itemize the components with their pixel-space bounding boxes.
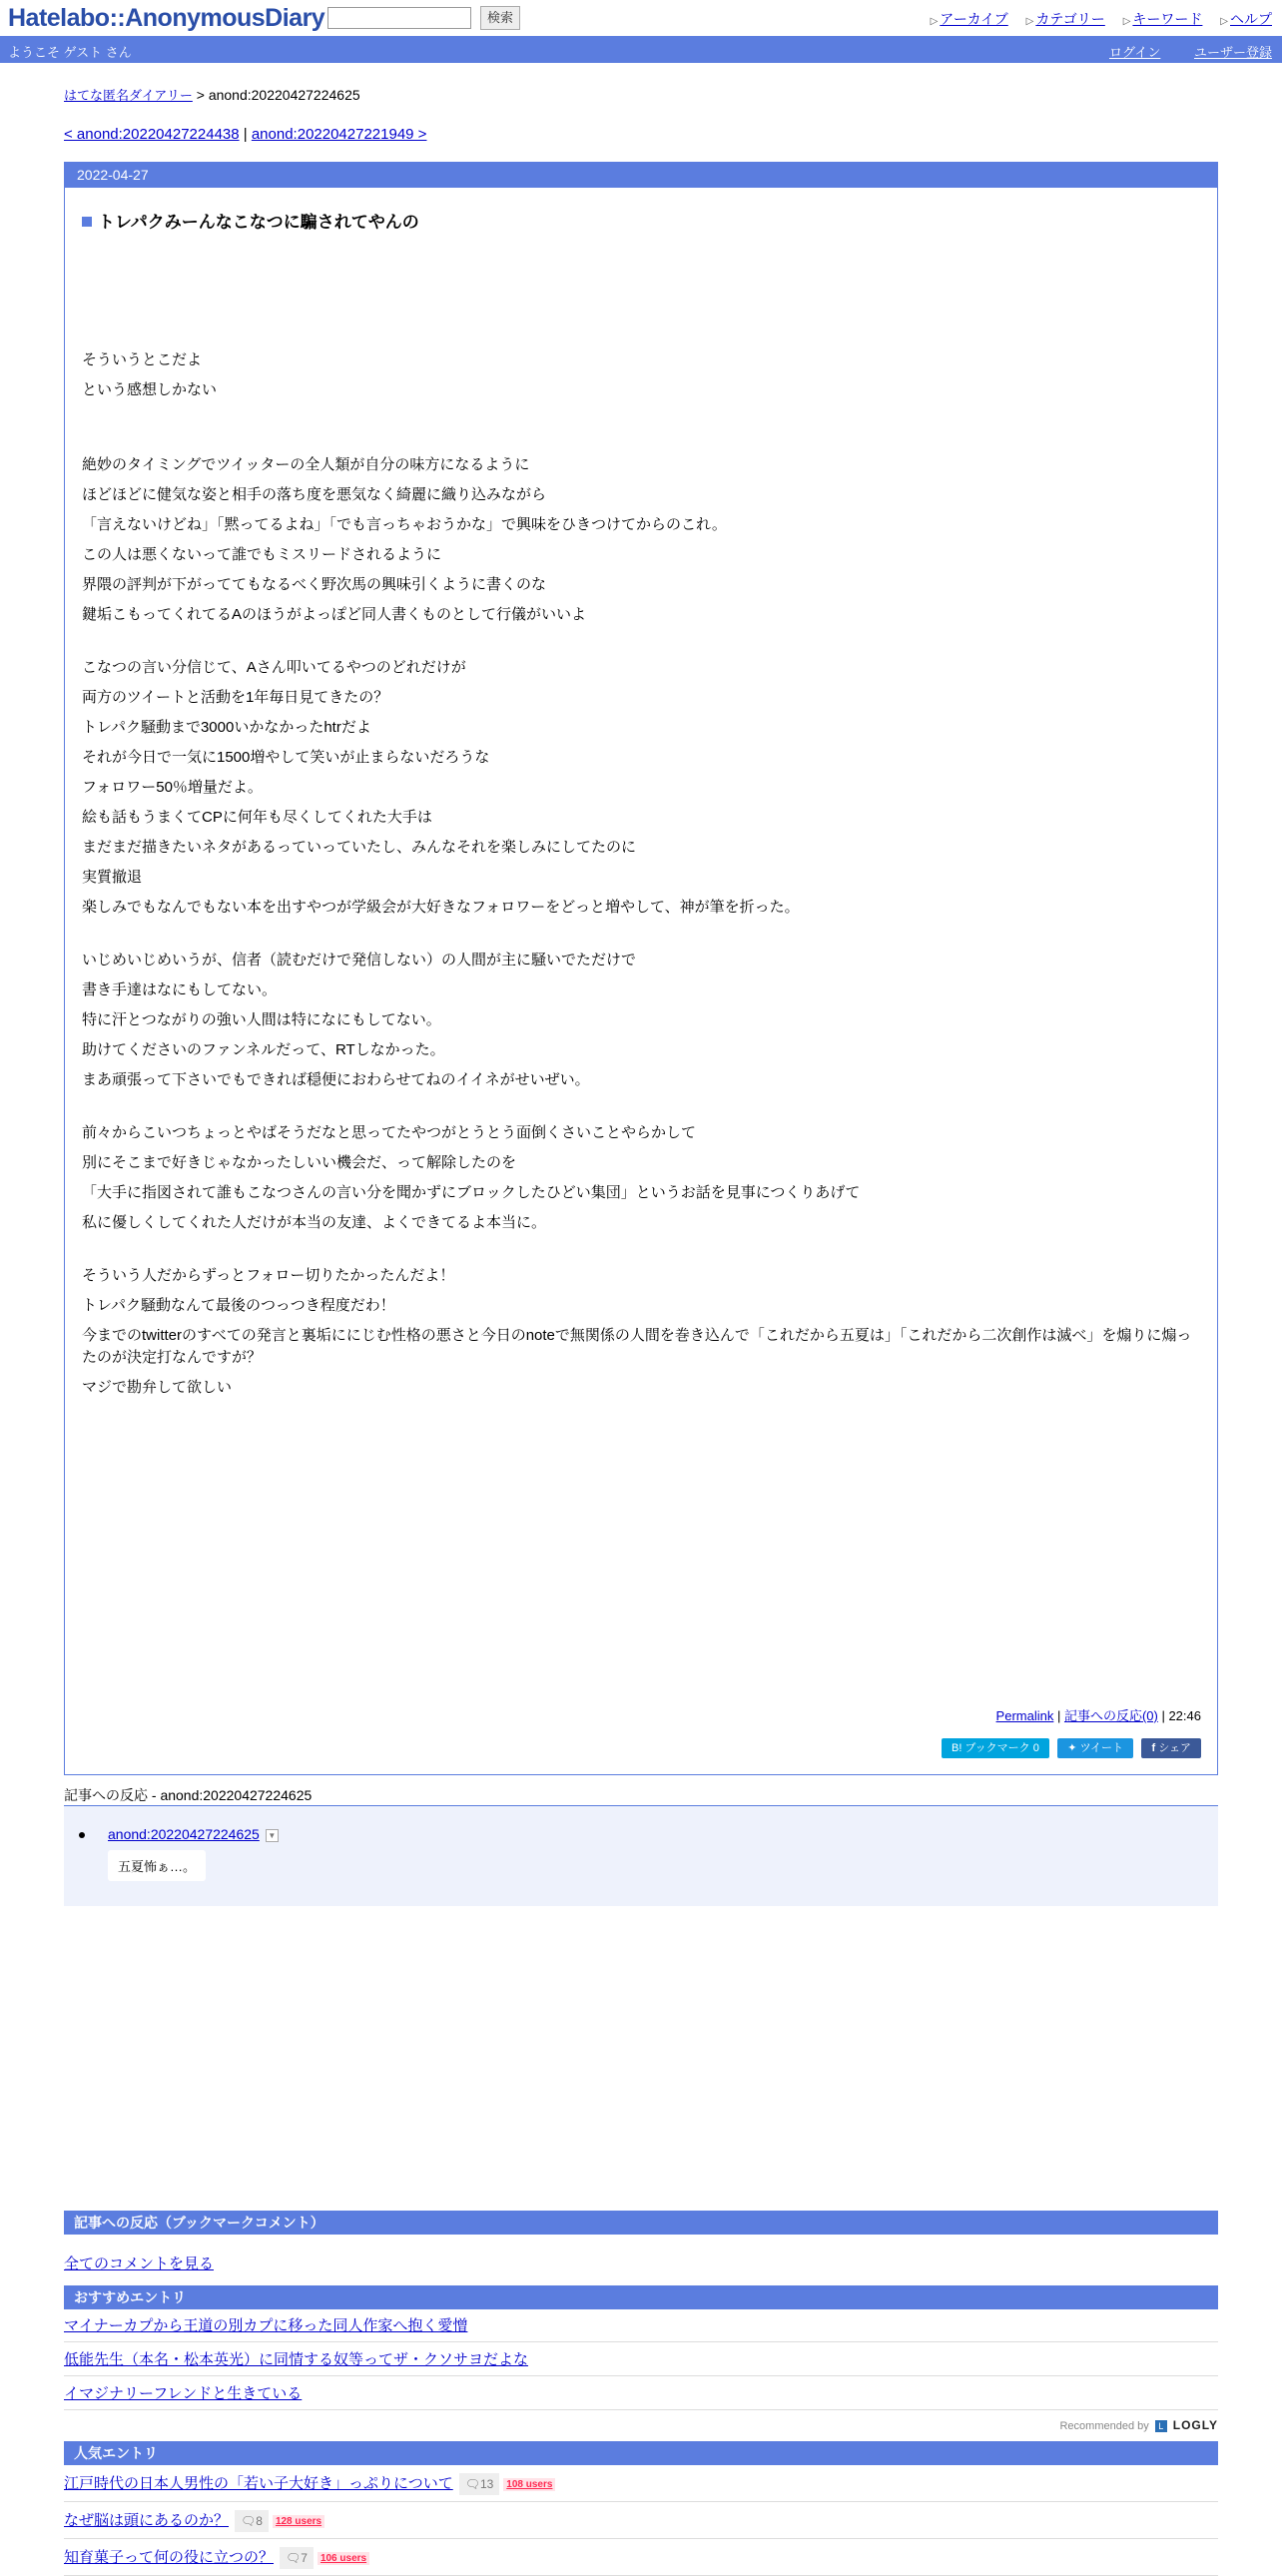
body-line: 界隈の評判が下がっててもなるべく野次馬の興味引くように書くのな [82, 576, 547, 593]
bullet-icon [79, 1832, 85, 1838]
top-header [0, 0, 1282, 36]
breadcrumb-home[interactable]: はてな匿名ダイアリー [64, 88, 193, 103]
chevron-down-icon[interactable]: ▼ [266, 1829, 279, 1842]
pager-separator: | [239, 126, 252, 143]
share-buttons [938, 1738, 1201, 1758]
comment-count-value: 13 [479, 2477, 494, 2492]
body-line: この人は悪くないって誰でもミスリードされるように [82, 546, 442, 563]
entry-body [82, 345, 1200, 1426]
paragraph [82, 1118, 1200, 1238]
twitter-bird-icon: ✦ [1067, 1742, 1080, 1754]
body-line: こなつの言い分信じて、Aさん叩いてるやつのどれだけが [82, 659, 466, 676]
reactions-list [64, 1805, 1218, 1906]
recommended-entry-link[interactable]: マイナーカプから王道の別カプに移った同人作家へ抱く愛憎 [64, 2317, 468, 2334]
comment-count[interactable] [459, 2473, 500, 2495]
facebook-share-label: シェア [1158, 1742, 1191, 1754]
body-line: 特に汗とつながりの強い人間は特になにもしてない。 [82, 1011, 441, 1028]
recommended-entry-link[interactable]: 低能先生（本名・松本英光）に同情する奴等ってザ・クソサヨだよな [64, 2351, 529, 2368]
comment-count-value: 7 [301, 2551, 308, 2566]
entry-pager [64, 126, 1218, 143]
entry-time: 22:46 [1168, 1708, 1201, 1723]
users-badge[interactable]: 128 users [273, 2515, 324, 2528]
logly-logo[interactable]: LOGLY [1172, 2418, 1218, 2432]
list-item [64, 2502, 1218, 2539]
comment-bubble-icon: 🗨 [464, 2477, 480, 2492]
recommended-entry-link[interactable]: イマジナリーフレンドと生きている [64, 2385, 303, 2402]
body-line: 「大手に指図されて誰もこなつさんの言い分を聞かずにブロックしたひどい集団」というお話を見事につくりあげて [82, 1184, 861, 1201]
popular-entry-link[interactable]: 江戸時代の日本人男性の「若い子大好き」っぷりについて [64, 2475, 453, 2492]
body-line: 私に優しくしてくれた人だけが本当の友達、よくできてるよ本当に。 [82, 1214, 547, 1231]
body-line: 今までのtwitterのすべての発言と裏垢ににじむ性格の悪さと今日のnoteで無関係の人間を巻き込んで「これだから五夏は」「これだから二次創作は滅べ」を煽りに煽ったのが決定打なんですが？ [82, 1327, 1192, 1366]
top-nav [931, 9, 1272, 29]
all-comments-row [64, 2253, 214, 2273]
list-item [64, 2465, 1218, 2502]
comment-count[interactable] [235, 2510, 269, 2532]
nav-arrow-icon: ▷ [1025, 16, 1034, 27]
body-line: それが今日で一気に1500増やして笑いが止まらないだろうな [82, 749, 490, 766]
list-item [64, 2343, 1218, 2376]
body-line: 絶妙のタイミングでツイッターの全人類が自分の味方になるように [82, 456, 530, 473]
popular-heading: 人気エントリ [64, 2441, 1218, 2465]
body-line: 楽しみでもなんでもない本を出すやつが学級会が大好きなフォロワーをどっと増やして、神が筆を折った。 [82, 899, 800, 916]
nav-arrow-icon: ▷ [1220, 16, 1228, 27]
body-line: 鍵垢こもってくれてるAのほうがよっぽど同人書くものとして行儀がいいよ [82, 606, 587, 623]
next-entry-link[interactable]: anond:20220427221949 > [251, 126, 427, 143]
search-button[interactable]: 検索 [480, 6, 520, 30]
day-section [64, 162, 1218, 1775]
body-line: まあ頑張って下さいでもできれば穏便におわらせてねのイイネがせいぜい。 [82, 1071, 590, 1088]
users-badge[interactable]: 106 users [318, 2552, 369, 2565]
entry-title [82, 208, 419, 233]
body-line: そういうとこだよ [82, 351, 203, 368]
permalink[interactable]: Permalink [995, 1708, 1054, 1723]
body-line: 絵も話もうまくてCPに何年も尽くしてくれた大手は [82, 809, 432, 826]
hatena-bookmark-button[interactable]: B! ブックマーク 0 [942, 1738, 1049, 1758]
body-line: トレパク騒動なんて最後のつっつき程度だわ！ [82, 1297, 395, 1314]
body-line: 書き手達はなにもしてない。 [82, 981, 278, 998]
list-item [64, 2539, 1218, 2576]
all-comments-link[interactable]: 全てのコメントを見る [64, 2255, 215, 2272]
comment-bubble-icon: 🗨 [241, 2514, 257, 2529]
reaction-entry-link[interactable]: anond:20220427224625 [108, 1826, 260, 1842]
popular-entry-link[interactable]: 知育菓子って何の役に立つの？ [64, 2549, 275, 2566]
body-line: 両方のツイートと活動を1年毎日見てきたの？ [82, 689, 389, 706]
body-line: 助けてくださいのファンネルだって、RTしなかった。 [82, 1041, 445, 1058]
user-links [1079, 42, 1272, 61]
body-line: そういう人だからずっとフォロー切りたかったんだよ！ [82, 1267, 455, 1284]
body-line: 「言えないけどね」「黙ってるよね」「でも言っちゃおうかな」で興味をひきつけてからのこれ。 [82, 516, 727, 533]
comment-count[interactable] [280, 2547, 314, 2569]
site-logo[interactable]: Hatelabo::AnonymousDiary [8, 4, 325, 32]
recommended-heading: おすすめエントリ [64, 2285, 1218, 2309]
body-line: ほどほどに健気な姿と相手の落ち度を悪気なく綺麗に織り込みながら [82, 486, 547, 503]
reaction-item [108, 1826, 279, 1842]
facebook-f-icon: f [1151, 1742, 1159, 1754]
reactions-link[interactable]: 記事への反応(0) [1063, 1708, 1158, 1723]
body-line: まだまだ描きたいネタがあるっていっていたし、みんなそれを楽しみにしてたのに [82, 839, 637, 856]
tweet-button[interactable] [1057, 1738, 1133, 1758]
entry-square-icon[interactable] [82, 217, 92, 227]
list-item [64, 2377, 1218, 2410]
paragraph [82, 946, 1200, 1095]
paragraph [82, 653, 1200, 923]
breadcrumb-current: anond:20220427224625 [208, 87, 360, 103]
user-bar [0, 36, 1282, 63]
body-line: トレパク騒動まで3000いかなかったhtrだよ [82, 719, 371, 736]
recommended-by-text: Recommended by [1059, 2420, 1149, 2432]
bookmark-comments-heading: 記事への反応（ブックマークコメント） [64, 2211, 1218, 2235]
paragraph [82, 1261, 1200, 1403]
users-badge[interactable]: 108 users [503, 2478, 555, 2491]
nav-archive[interactable]: アーカイブ [940, 11, 1008, 27]
reaction-snippet: 五夏怖ぁ…。 [108, 1850, 206, 1881]
login-link[interactable]: ログイン [1109, 45, 1161, 60]
body-line: フォロワー50％増量だよ。 [82, 779, 263, 796]
body-line: マジで勘弁して欲しい [82, 1379, 233, 1396]
breadcrumb [64, 85, 1218, 104]
tweet-label: ツイート [1079, 1742, 1124, 1754]
recommended-by [1059, 2418, 1218, 2432]
search-input[interactable] [327, 7, 471, 29]
body-line: 前々からこいつちょっとやばそうだなと思ってたやつがとうとう面倒くさいことやらかして [82, 1124, 697, 1141]
body-line: いじめいじめいうが、信者（読むだけで発信しない）の人間が主に騒いでただけで [82, 952, 637, 968]
comment-bubble-icon: 🗨 [286, 2551, 302, 2566]
entry-title-text: トレパクみーんなこなつに騙されてやんの [98, 213, 419, 232]
logly-logo-icon: L [1155, 2420, 1167, 2432]
popular-entry-link[interactable]: なぜ脳は頭にあるのか？ [64, 2512, 230, 2529]
paragraph [82, 345, 1200, 405]
nav-help[interactable]: ヘルプ [1230, 11, 1272, 27]
nav-category[interactable]: カテゴリー [1035, 11, 1105, 27]
nav-arrow-icon: ▷ [930, 16, 939, 27]
prev-entry-link[interactable]: < anond:20220427224438 [64, 126, 240, 143]
body-line: 実質撤退 [82, 869, 143, 886]
list-item [64, 2309, 1218, 2342]
register-link[interactable]: ユーザー登録 [1193, 45, 1272, 60]
breadcrumb-separator: > [192, 87, 209, 103]
reactions-heading: 記事への反応 - anond:20220427224625 [64, 1787, 313, 1803]
comment-count-value: 8 [256, 2514, 263, 2529]
body-line: 別にそこまで好きじゃなかったしいい機会だ、って解除したのを [82, 1154, 517, 1171]
paragraph [82, 450, 1200, 630]
day-date: 2022-04-27 [65, 163, 1217, 188]
nav-keyword[interactable]: キーワード [1132, 11, 1203, 27]
body-line: という感想しかない [82, 381, 218, 398]
entry-footer: Permalink | 記事への反応(0) | 22:46 [995, 1708, 1201, 1723]
facebook-share-button[interactable] [1141, 1738, 1201, 1758]
nav-arrow-icon: ▷ [1122, 16, 1131, 27]
welcome-text: ようこそ ゲスト さん [8, 45, 132, 60]
